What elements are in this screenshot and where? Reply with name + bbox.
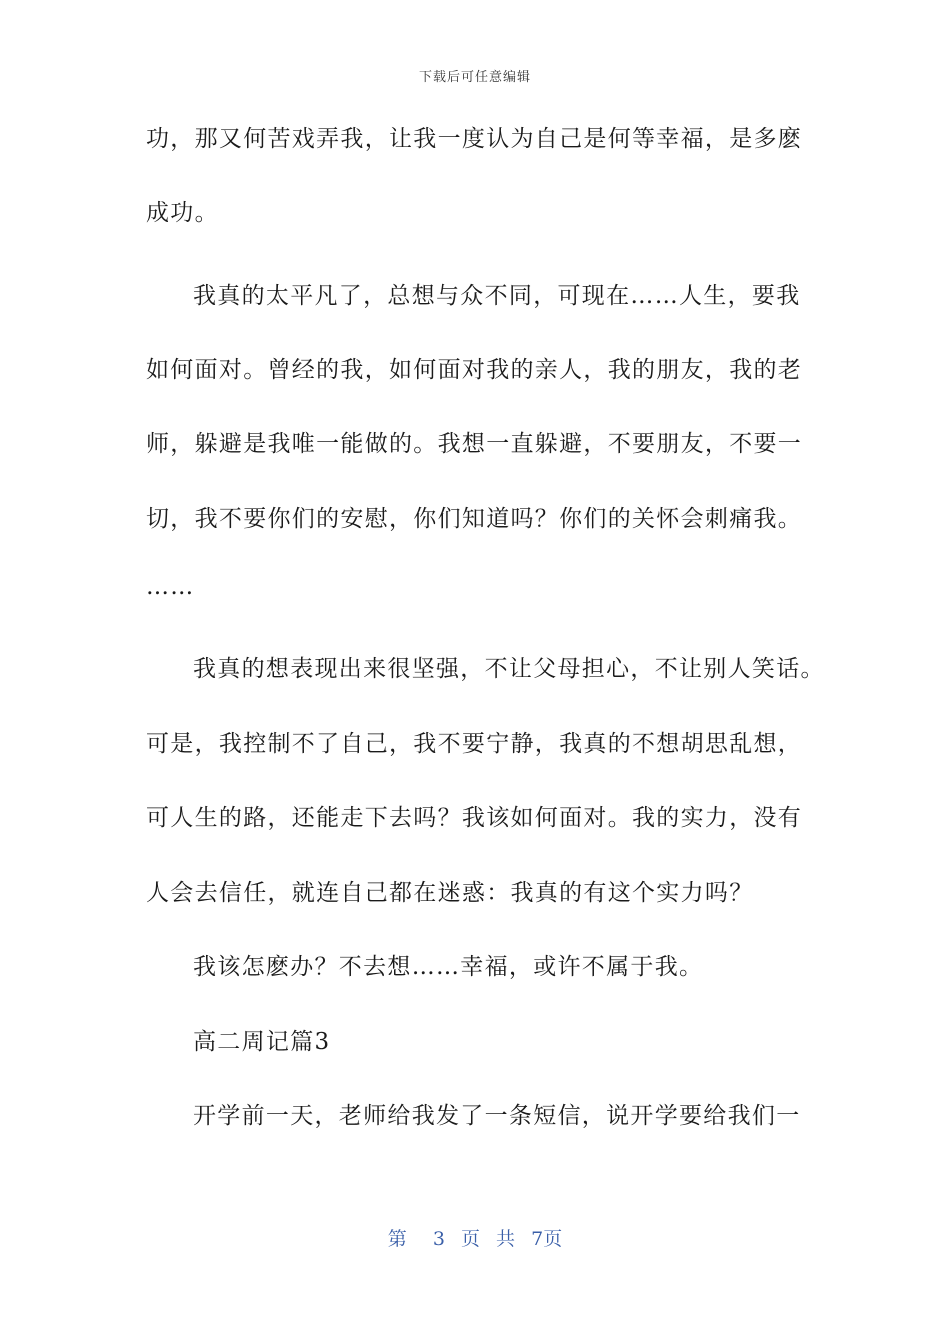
page-number-prefix: 第 [387, 1228, 407, 1250]
text-line: 切，我不要你们的安慰，你们知道吗？你们的关怀会刺痛我。 [146, 506, 803, 532]
text-line: 可人生的路，还能走下去吗？我该如何面对。我的实力，没有 [146, 805, 803, 831]
text-line: 我该怎麽办？不去想……幸福，或许不属于我。 [193, 954, 704, 980]
total-prefix: 共 [496, 1228, 516, 1250]
page-header: 下载后可任意编辑 [418, 70, 531, 85]
text-line: …… [146, 574, 195, 600]
text-line: 我真的太平凡了，总想与众不同，可现在……人生，要我 [193, 283, 801, 309]
current-page-number: 3 [432, 1228, 445, 1250]
text-line: 成功。 [146, 200, 219, 226]
text-line: 可是，我控制不了自己，我不要宁静，我真的不想胡思乱想， [146, 731, 803, 757]
page-footer [0, 1224, 950, 1251]
text-line: 我真的想表现出来很坚强，不让父母担心，不让别人笑话。 [193, 656, 825, 682]
text-line: 开学前一天，老师给我发了一条短信，说开学要给我们一 [193, 1103, 801, 1129]
text-line: 师，躲避是我唯一能做的。我想一直躲避，不要朋友，不要一 [146, 431, 803, 457]
section-heading: 高二周记篇3 [193, 1029, 331, 1055]
text-line: 功，那又何苦戏弄我，让我一度认为自己是何等幸福，是多麽 [146, 126, 803, 152]
page-unit-label: 页 [460, 1228, 480, 1250]
text-line: 人会去信任，就连自己都在迷惑：我真的有这个实力吗？ [146, 880, 754, 906]
text-line: 如何面对。曾经的我，如何面对我的亲人，我的朋友，我的老 [146, 357, 803, 383]
total-pages: 7页 [531, 1228, 563, 1250]
